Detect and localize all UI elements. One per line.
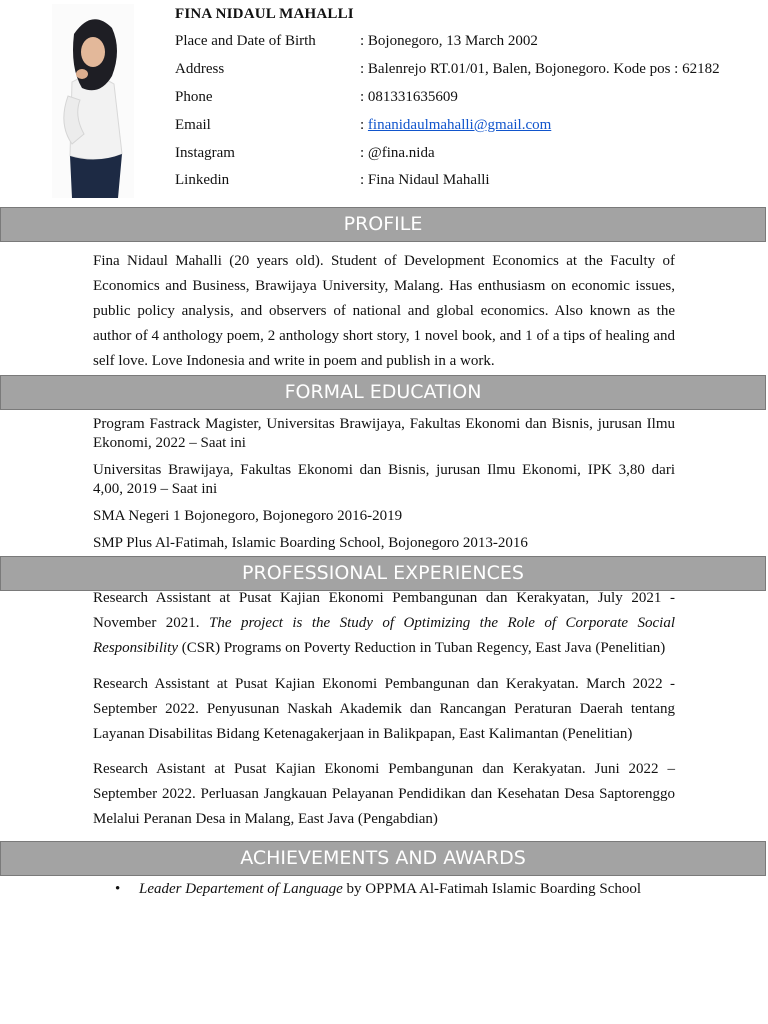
section-header-education: FORMAL EDUCATION (0, 375, 766, 410)
education-item-2: Universitas Brawijaya, Fakultas Ekonomi dan Bisnis, jurusan Ilmu Ekonomi, IPK 3,80 dari 4,00, 2019 – Saat ini (93, 462, 675, 497)
info-value-phone: : 081331635609 (360, 89, 458, 105)
profile-text: Fina Nidaul Mahalli (20 years old). Student of Development Economics at the Faculty of Economics and Business, Brawijaya University, Malang. Has enthusiasm on economic issues, public policy analysis, and observers of national and global economics. Also known as the author of 4 anthology poem, 2 anthology short story, 1 novel book, and 1 of a tips of healing and self love. Love Indonesia and write in poem and publish in a work. (93, 253, 675, 369)
achievement-1-italic: Leader Departement of Language (139, 881, 343, 897)
info-value-linkedin: : Fina Nidaul Mahalli (360, 172, 490, 188)
bullet-dot: • (115, 881, 121, 897)
achievement-1-tail: by OPPMA Al-Fatimah Islamic Boarding School (342, 881, 642, 897)
profile-photo (52, 4, 134, 198)
experience-1-italic: The project is the Study of Optimizing the Role of Corporate Social Responsibility (93, 615, 676, 656)
email-prefix: : (360, 117, 368, 133)
education-item-4: SMP Plus Al-Fatimah, Islamic Boarding School, Bojonegoro 2013-2016 (93, 535, 528, 551)
info-label-birth: Place and Date of Birth (175, 33, 316, 49)
profile-photo-illustration (52, 4, 134, 198)
info-value-instagram: : @fina.nida (360, 145, 435, 161)
section-header-profile: PROFILE (0, 207, 766, 242)
section-header-achievements: ACHIEVEMENTS AND AWARDS (0, 841, 766, 876)
info-value-birth: : Bojonegoro, 13 March 2002 (360, 33, 538, 49)
experience-item-3: Research Asistant at Pusat Kajian Ekonomi Pembangunan dan Kerakyatan. Juni 2022 – September 2022. Perluasan Jangkauan Pelayanan Pendidikan dan Kesehatan Desa Saptorenggo Melalui Peranan Desa in Malang, East Java (Pengabdian) (93, 761, 675, 827)
experience-1-tail: (CSR) Programs on Poverty Reduction in Tuban Regency, East Java (Penelitian) (178, 640, 666, 656)
info-label-email: Email (175, 117, 211, 133)
info-label-address: Address (175, 61, 225, 77)
info-label-phone: Phone (175, 89, 213, 105)
education-item-1: Program Fastrack Magister, Universitas Brawijaya, Fakultas Ekonomi dan Bisnis, jurusan Ilmu Ekonomi, 2022 – Saat ini (93, 416, 675, 451)
email-link[interactable]: finanidaulmahalli@gmail.com (367, 117, 552, 133)
info-label-instagram: Instagram (175, 145, 235, 161)
experience-item-1 (93, 586, 675, 661)
info-value-address: : Balenrejo RT.01/01, Balen, Bojonegoro. Kode pos : 62182 (360, 61, 720, 77)
full-name: FINA NIDAUL MAHALLI (175, 6, 354, 22)
achievement-1-text (139, 881, 641, 898)
experience-1-lead: Research Assistant at Pusat Kajian Ekonomi Pembangunan dan Kerakyatan, July 2021 - November 2021. (93, 590, 675, 631)
education-item-3: SMA Negeri 1 Bojonegoro, Bojonegoro 2016-2019 (93, 508, 403, 524)
section-header-experience: PROFESSIONAL EXPERIENCES (0, 556, 766, 591)
experience-item-2: Research Assistant at Pusat Kajian Ekonomi Pembangunan dan Kerakyatan. March 2022 - September 2022. Penyusunan Naskah Akademik dan Rancangan Peraturan Daerah tentang Layanan Disabilitas Bidang Ketenagakerjaan in Balikpapan, East Kalimantan (Penelitian) (93, 676, 675, 742)
info-label-linkedin: Linkedin (175, 172, 230, 188)
info-value-email (360, 117, 551, 134)
